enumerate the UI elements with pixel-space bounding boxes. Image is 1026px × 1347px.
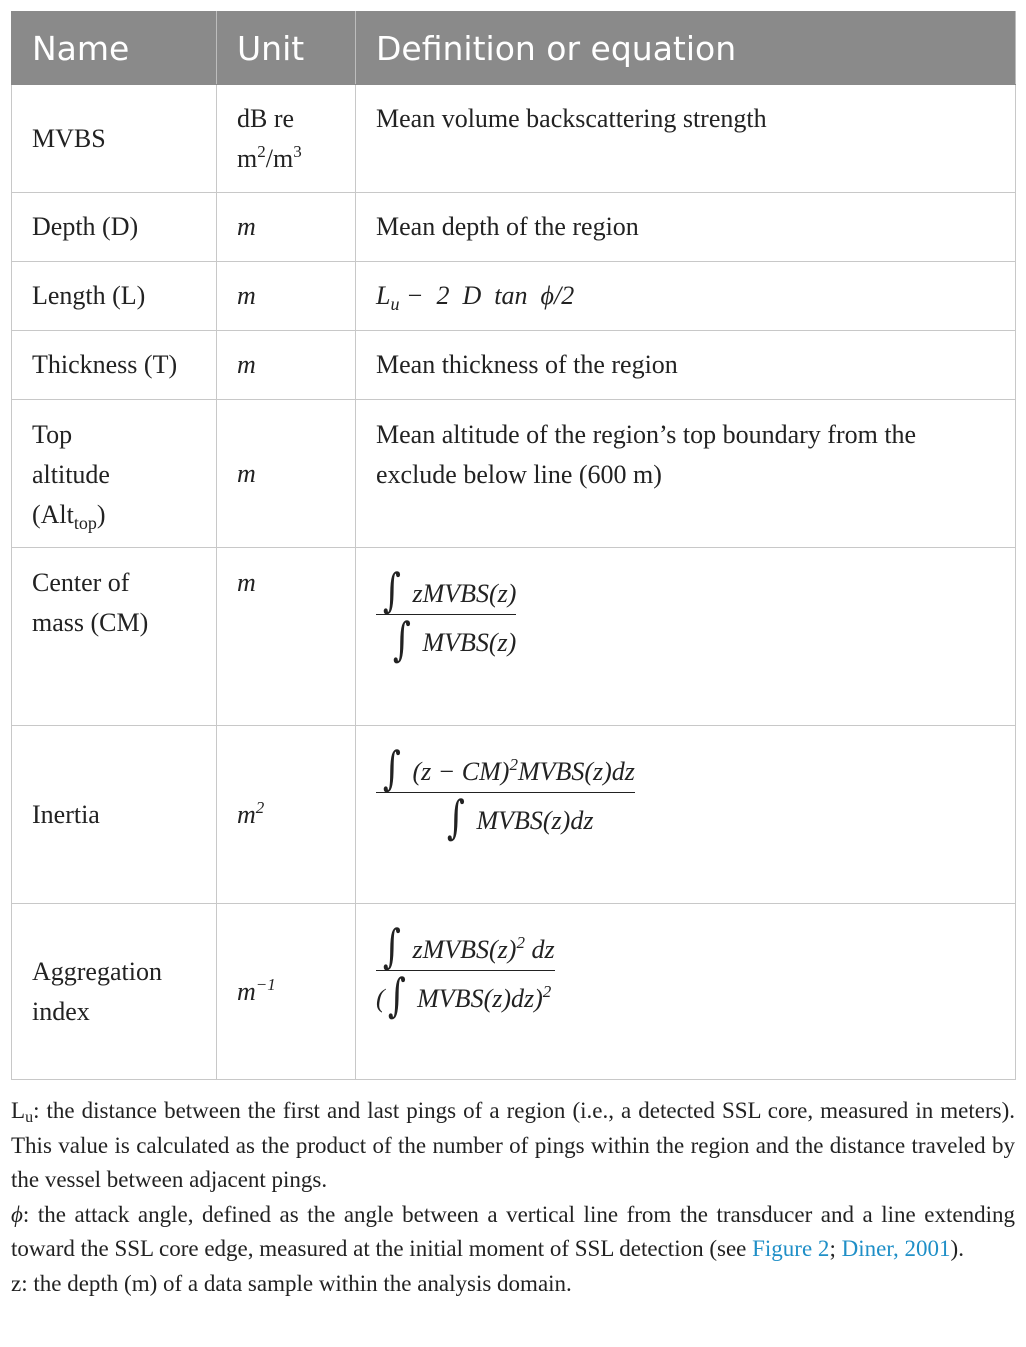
- thickness-name: Thickness (T): [12, 331, 217, 400]
- length-eq-L: L: [376, 281, 391, 310]
- top-altitude-close: ): [96, 500, 106, 529]
- inertia-num-a: (z − CM): [412, 757, 510, 786]
- aggregation-name: [12, 904, 217, 1080]
- inertia-name: Inertia: [12, 726, 217, 904]
- table-row: [12, 193, 1016, 262]
- mvbs-definition: Mean volume backscattering strength: [376, 104, 767, 133]
- com-name-line1: Center of: [32, 568, 130, 597]
- aggregation-den-open: (: [376, 984, 385, 1013]
- row-definition: [356, 85, 1016, 193]
- aggregation-num-sup: 2: [516, 933, 525, 952]
- integral-icon: ∫: [387, 968, 406, 1022]
- footnote-lu: [11, 1094, 1015, 1198]
- com-numerator: [376, 563, 517, 617]
- length-equation: [356, 262, 1016, 331]
- com-denominator-text: MVBS(z): [422, 628, 517, 657]
- aggregation-unit-base: m: [237, 976, 256, 1006]
- aggregation-unit: [217, 904, 356, 1080]
- footnote-z: z: the depth (m) of a data sample within the analysis domain.: [11, 1270, 572, 1296]
- com-equation: [356, 548, 1016, 726]
- integral-icon: ∫: [382, 563, 401, 617]
- footnote-phi: [11, 1198, 1015, 1267]
- footnote-phi-close: ).: [950, 1236, 964, 1261]
- aggregation-name-line1: Aggregation: [32, 956, 162, 986]
- header-row: [12, 12, 1016, 85]
- depth-name: Depth (D): [12, 193, 217, 262]
- footnote-lu-symbol: L: [11, 1098, 26, 1123]
- row-unit: [217, 85, 356, 193]
- inertia-denominator-text: MVBS(z)dz: [476, 806, 594, 835]
- depth-unit: m: [217, 193, 356, 262]
- inertia-unit: [217, 726, 356, 904]
- top-altitude-sub: top: [73, 513, 97, 533]
- top-altitude-line1: Top: [32, 420, 73, 449]
- integral-icon: ∫: [382, 741, 401, 795]
- inertia-denominator: [376, 790, 635, 844]
- inertia-numerator: [376, 741, 635, 795]
- row-name: [12, 85, 217, 193]
- top-altitude-definition: Mean altitude of the region’s top boundary from the exclude below line (600 m): [356, 400, 1016, 548]
- com-name: [12, 548, 217, 726]
- mvbs-unit-prefix: dB re m: [237, 104, 295, 173]
- com-unit: m: [217, 548, 356, 726]
- aggregation-num-a: zMVBS(z): [412, 935, 517, 964]
- inertia-fraction: [376, 741, 635, 844]
- top-altitude-open: (Alt: [32, 500, 74, 529]
- length-unit: m: [217, 262, 356, 331]
- diner-2001-link[interactable]: Diner, 2001: [841, 1236, 951, 1261]
- com-numerator-text: zMVBS(z): [412, 579, 517, 608]
- table-row: [12, 85, 1016, 193]
- aggregation-denominator: [376, 968, 555, 1022]
- mvbs-unit-sup2: 3: [293, 142, 302, 161]
- aggregation-den-sup: 2: [542, 982, 552, 1001]
- table-row: [12, 726, 1016, 904]
- mvbs-unit-mid: /m: [265, 144, 294, 173]
- inertia-unit-sup: 2: [255, 797, 265, 817]
- integral-icon: ∫: [392, 612, 411, 666]
- table-row: [12, 262, 1016, 331]
- definitions-table: [11, 11, 1016, 1080]
- inertia-unit-base: m: [237, 799, 256, 829]
- figure-2-link[interactable]: Figure 2: [752, 1236, 830, 1261]
- aggregation-numerator: [376, 919, 555, 973]
- com-fraction: [376, 563, 517, 666]
- header-name: Name: [12, 12, 217, 85]
- footnote-lu-sub: u: [25, 1109, 34, 1126]
- top-altitude-line3: [32, 495, 196, 535]
- length-eq-sub: u: [390, 294, 400, 314]
- top-altitude-name: [12, 400, 217, 548]
- top-altitude-line2: altitude: [32, 460, 110, 489]
- inertia-num-b: MVBS(z)dz: [517, 757, 635, 786]
- aggregation-equation: [356, 904, 1016, 1080]
- top-altitude-unit: m: [217, 400, 356, 548]
- aggregation-name-line2: index: [32, 996, 90, 1026]
- aggregation-num-b: dz: [524, 935, 555, 964]
- inertia-num-sup: 2: [509, 755, 518, 774]
- footnote-lu-text: : the distance between the first and last pings of a region (i.e., a detected SSL core, measured in meters). This value is calculated as the product of the number of pings within the region and the distance traveled by the vessel between adjacent pings.: [11, 1098, 1015, 1192]
- table-row: [12, 904, 1016, 1080]
- thickness-definition: Mean thickness of the region: [356, 331, 1016, 400]
- com-denominator: [376, 612, 517, 666]
- length-name: Length (L): [12, 262, 217, 331]
- header-unit: Unit: [217, 12, 356, 85]
- mvbs-name: MVBS: [32, 123, 106, 153]
- footnote-phi-symbol: ϕ: [11, 1201, 23, 1227]
- table-row: [12, 331, 1016, 400]
- aggregation-fraction: [376, 919, 555, 1022]
- aggregation-den-mid: MVBS(z)dz): [417, 984, 543, 1013]
- footnote-phi-text: : the attack angle, defined as the angle between a vertical line from the transducer and a line extending toward the SSL core edge, measured at the initial moment of SSL detection (see: [11, 1201, 1015, 1261]
- depth-definition: Mean depth of the region: [356, 193, 1016, 262]
- footnotes: [11, 1094, 1015, 1301]
- table-row: [12, 548, 1016, 726]
- integral-icon: ∫: [382, 919, 401, 973]
- aggregation-unit-sup: −1: [255, 974, 276, 994]
- header-definition: Definition or equation: [356, 12, 1016, 85]
- table-row: [12, 400, 1016, 548]
- mvbs-unit-sup1: 2: [257, 142, 266, 161]
- inertia-equation: [356, 726, 1016, 904]
- footnote-separator: ;: [829, 1236, 842, 1261]
- integral-icon: ∫: [446, 790, 465, 844]
- length-eq-rest: − 2 D tan ϕ/2: [399, 281, 575, 310]
- thickness-unit: m: [217, 331, 356, 400]
- com-name-line2: mass (CM): [32, 608, 149, 637]
